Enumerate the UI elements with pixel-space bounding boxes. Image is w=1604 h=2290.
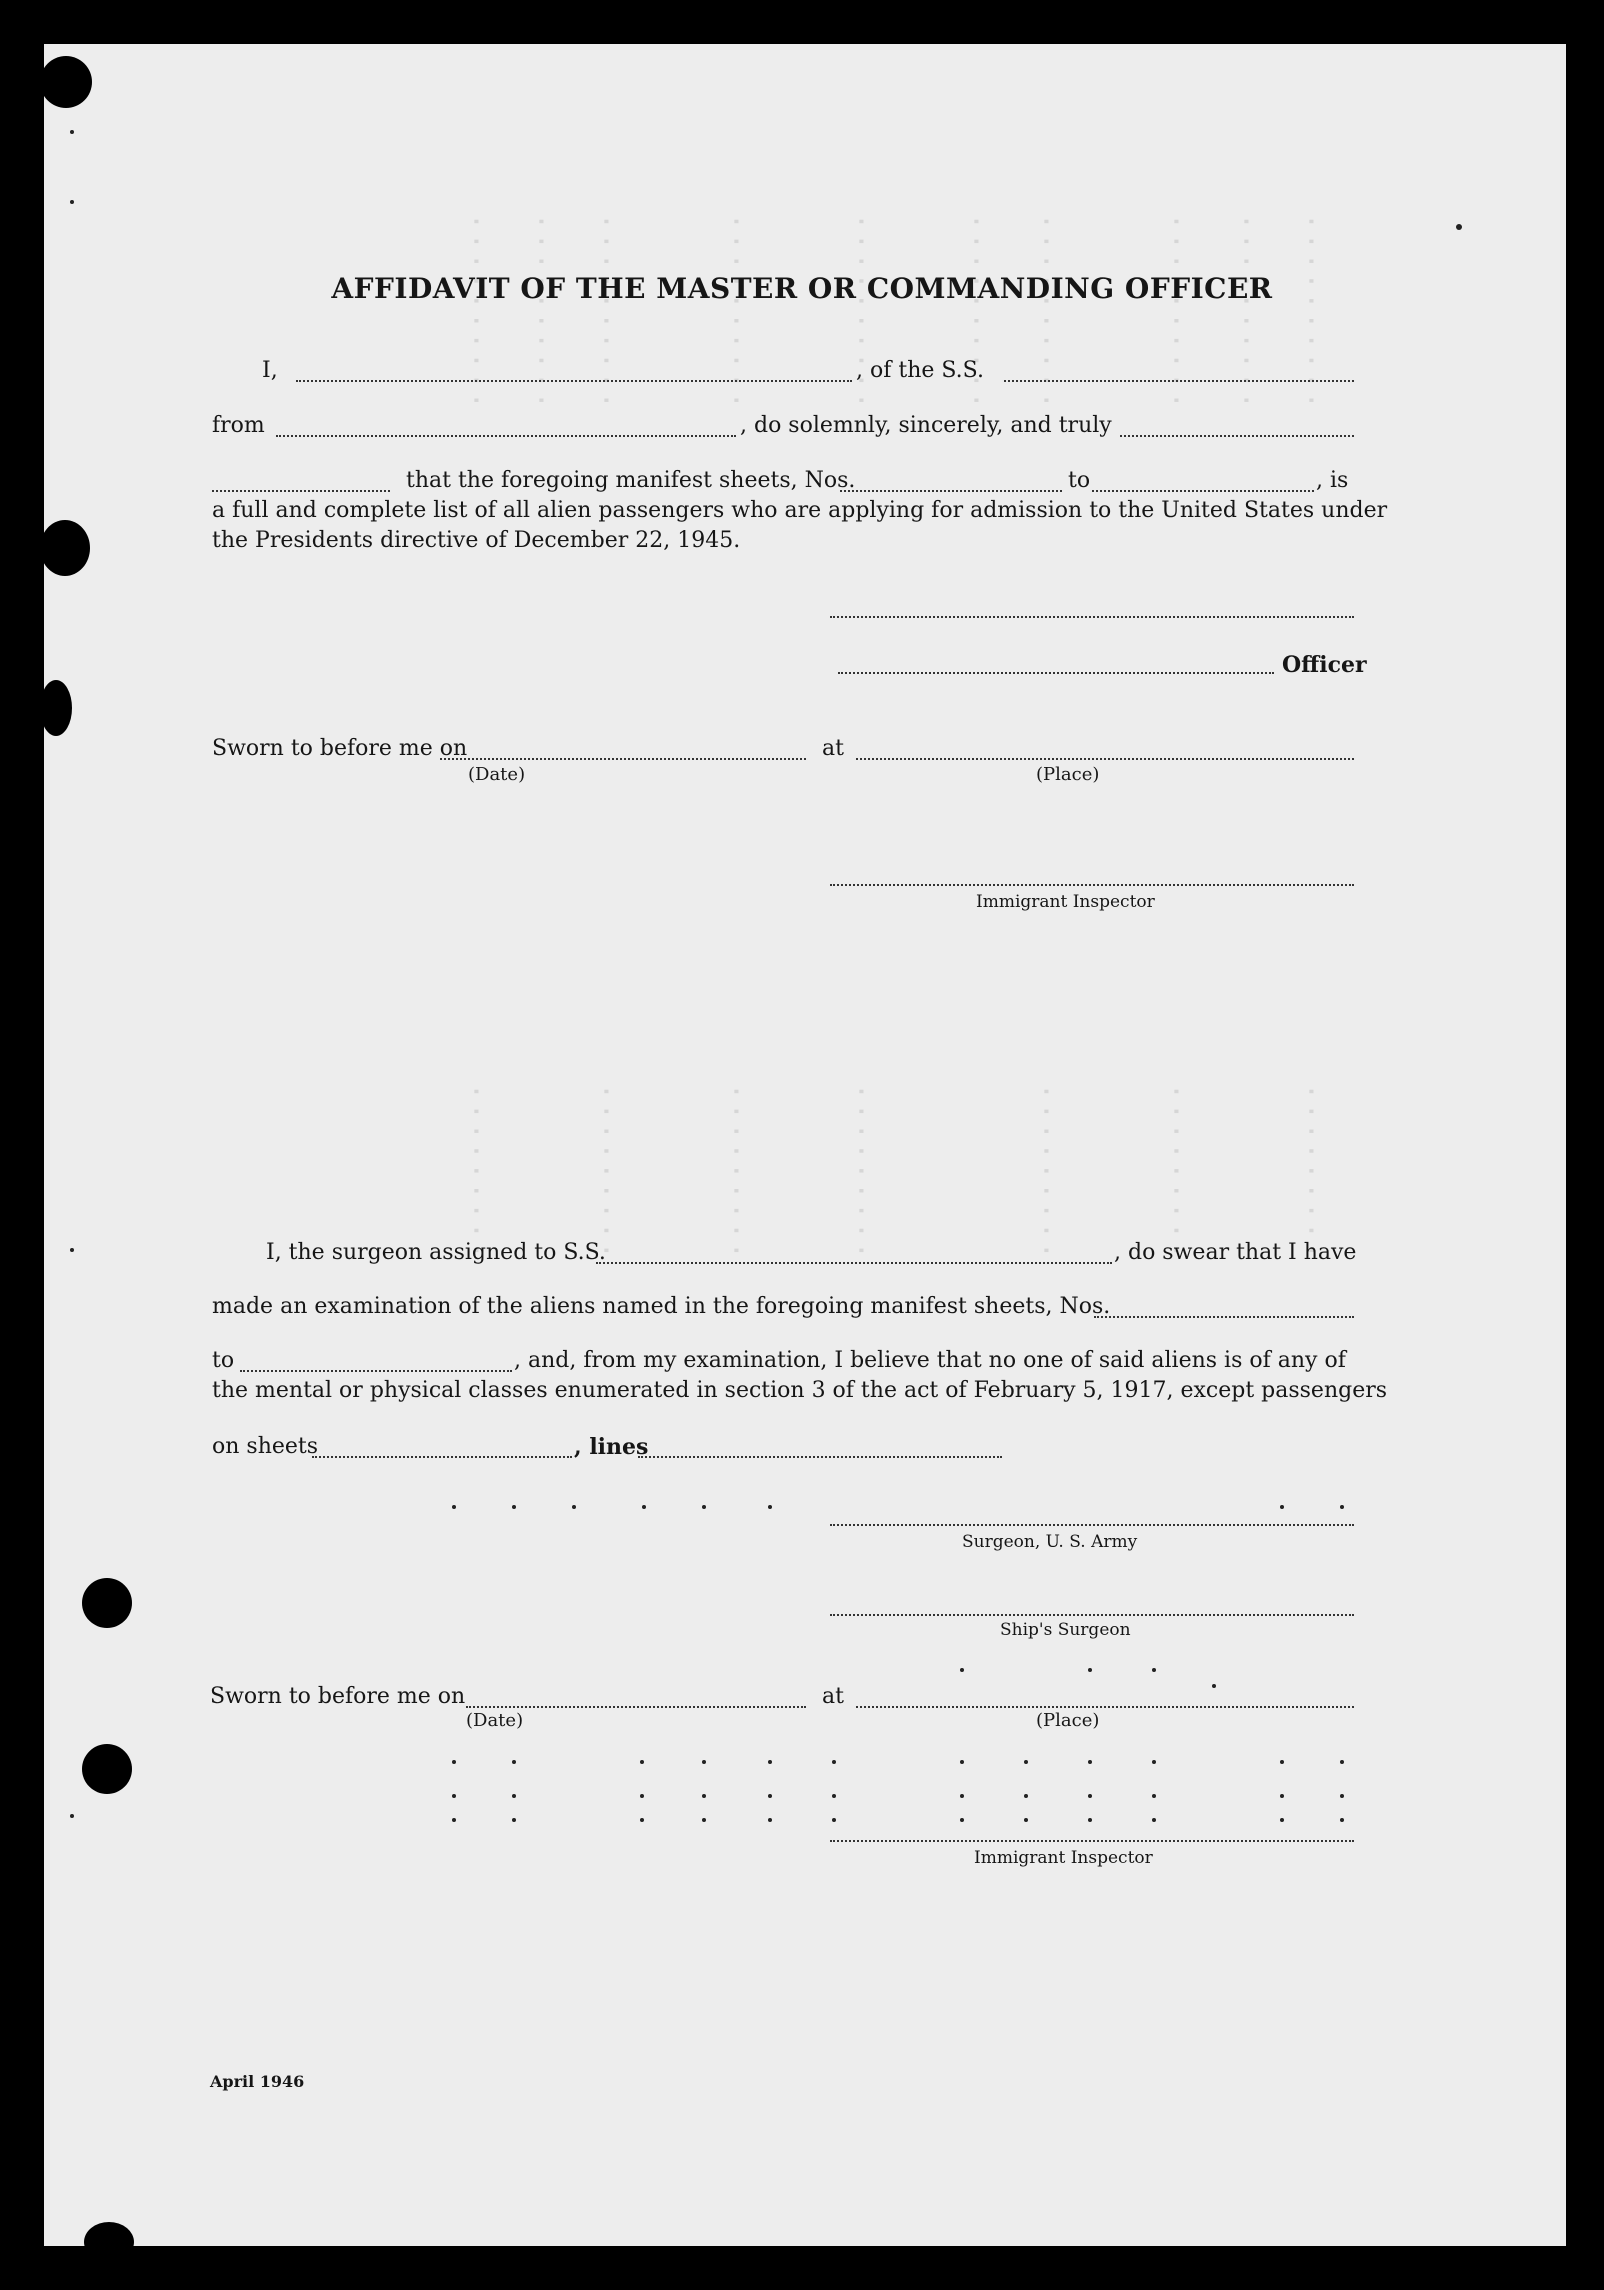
surgeon-sworn-date-field[interactable]	[466, 1706, 806, 1708]
from-port-field[interactable]	[276, 435, 736, 437]
place-caption: (Place)	[1036, 1710, 1100, 1731]
punch-hole	[40, 520, 90, 576]
label-sworn-surgeon: Sworn to before me on	[210, 1684, 466, 1709]
label-from: from	[212, 413, 265, 438]
except-sheets-field[interactable]	[312, 1456, 572, 1458]
punch-hole	[82, 1744, 132, 1794]
punch-hole	[84, 2222, 134, 2262]
label-to: to	[1068, 468, 1091, 493]
form-revision-date: April 1946	[210, 2072, 305, 2091]
form-title: AFFIDAVIT OF THE MASTER OR COMMANDING OFFICER	[331, 272, 1273, 305]
ships-surgeon-caption: Ship's Surgeon	[1000, 1620, 1131, 1640]
label-lines: , lines	[574, 1434, 649, 1460]
label-is: , is	[1316, 468, 1349, 493]
label-on-sheets: on sheets	[212, 1434, 319, 1459]
oath-word-field[interactable]	[212, 490, 390, 492]
label-sworn-master: Sworn to before me on	[212, 736, 468, 761]
label-surgeon-swear: , do swear that I have	[1114, 1240, 1357, 1265]
label-swear: , do solemnly, sincerely, and truly	[740, 413, 1112, 438]
officer-signature-line[interactable]	[838, 672, 1274, 674]
label-of-ship: , of the S.S.	[856, 358, 984, 383]
label-at: at	[822, 736, 844, 761]
date-caption: (Date)	[468, 764, 526, 785]
surgeon-sheets-from-field[interactable]	[1094, 1316, 1354, 1318]
master-inspector-signature-line[interactable]	[830, 884, 1354, 886]
label-surgeon-assigned: I, the surgeon assigned to S.S.	[266, 1240, 606, 1265]
label-officer: Officer	[1282, 652, 1367, 678]
ship-name-field[interactable]	[1004, 380, 1354, 382]
sheets-to-field[interactable]	[1092, 490, 1314, 492]
label-i: I,	[262, 358, 278, 383]
label-foregoing-sheets: that the foregoing manifest sheets, Nos.	[406, 468, 856, 493]
oath-type-field[interactable]	[1120, 435, 1354, 437]
surgeon-sheets-to-field[interactable]	[240, 1370, 512, 1372]
master-sworn-place-field[interactable]	[856, 758, 1354, 760]
surgeon-exam-line: made an examination of the aliens named in the foregoing manifest sheets, Nos.	[212, 1294, 1111, 1319]
inspector-caption: Immigrant Inspector	[974, 1848, 1153, 1868]
master-sworn-date-field[interactable]	[440, 758, 806, 760]
army-surgeon-caption: Surgeon, U. S. Army	[962, 1532, 1138, 1552]
place-caption: (Place)	[1036, 764, 1100, 785]
master-name-field[interactable]	[296, 380, 852, 382]
sheets-from-field[interactable]	[840, 490, 1062, 492]
label-at-surgeon: at	[822, 1684, 844, 1709]
punch-hole	[40, 56, 92, 108]
master-statement-line: a full and complete list of all alien passengers who are applying for admission to the United States under	[212, 498, 1388, 523]
surgeon-ship-field[interactable]	[596, 1262, 1112, 1264]
ships-surgeon-signature-line[interactable]	[830, 1614, 1354, 1616]
master-statement-line: the Presidents directive of December 22, 1945.	[212, 528, 741, 553]
surgeon-inspector-signature-line[interactable]	[830, 1840, 1354, 1842]
army-surgeon-signature-line[interactable]	[830, 1524, 1354, 1526]
punch-hole	[40, 680, 72, 736]
master-signature-line[interactable]	[830, 616, 1354, 618]
surgeon-sworn-place-field[interactable]	[856, 1706, 1354, 1708]
except-lines-field[interactable]	[638, 1456, 1002, 1458]
inspector-caption: Immigrant Inspector	[976, 892, 1155, 912]
date-caption: (Date)	[466, 1710, 524, 1731]
label-surgeon-to: to	[212, 1348, 235, 1373]
surgeon-classes-line: the mental or physical classes enumerated in section 3 of the act of February 5, 1917, except passengers	[212, 1378, 1388, 1403]
punch-hole	[82, 1578, 132, 1628]
surgeon-belief-line: , and, from my examination, I believe that no one of said aliens is of any of	[514, 1348, 1346, 1373]
